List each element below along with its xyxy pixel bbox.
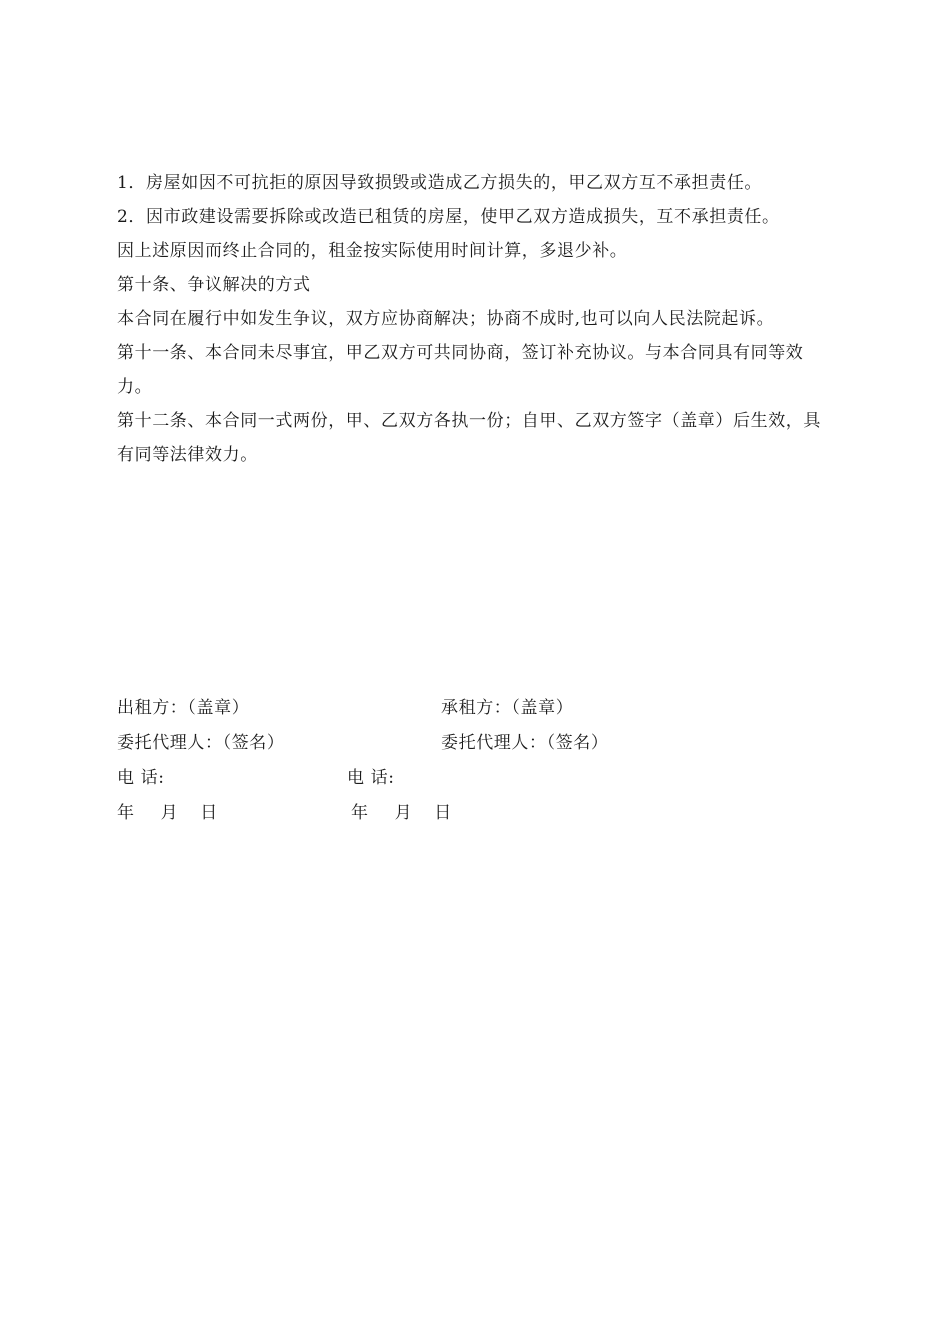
clause-demolition: 2．因市政建设需要拆除或改造已租赁的房屋，使甲乙双方造成损失，互不承担责任。: [117, 207, 780, 227]
clause-force-majeure: 1．房屋如因不可抗拒的原因导致损毁或造成乙方损失的，甲乙双方互不承担责任。: [117, 173, 763, 193]
lessor-date-line: [117, 802, 218, 824]
lessee-seal-label: 承租方：（盖章）: [441, 698, 574, 718]
lessor-date-year: 年: [117, 803, 135, 823]
lessee-phone-label: 电 话:: [347, 768, 395, 788]
lessor-phone-label: 电 话:: [117, 768, 165, 788]
lessor-seal-label: 出租方：（盖章）: [117, 698, 250, 718]
contract-body: [117, 166, 837, 472]
lessee-agent-label: 委托代理人：（签名）: [441, 733, 609, 753]
lessee-date-month: 月: [394, 803, 413, 823]
clause-rent-settlement: 因上述原因而终止合同的，租金按实际使用时间计算，多退少补。: [117, 241, 628, 261]
article-10-text: 本合同在履行中如发生争议，双方应协商解决；协商不成时,也可以向人民法院起诉。: [117, 309, 775, 329]
lessor-date-day: 日: [200, 803, 218, 823]
lessor-date-month: 月: [160, 803, 179, 823]
article-12-text: 第十二条、本合同一式两份，甲、乙双方各执一份；自甲、乙双方签字（盖章）后生效，具有同等法律效力。: [117, 411, 821, 465]
article-11-text: 第十一条、本合同未尽事宜，甲乙双方可共同协商，签订补充协议。与本合同具有同等效力。: [117, 343, 804, 397]
article-10-heading: 第十条、争议解决的方式: [117, 275, 311, 295]
lessor-agent-label: 委托代理人：（签名）: [117, 733, 285, 753]
lessee-date-day: 日: [434, 803, 452, 823]
lessee-date-year: 年: [351, 803, 369, 823]
lessee-date-line: [351, 802, 452, 824]
